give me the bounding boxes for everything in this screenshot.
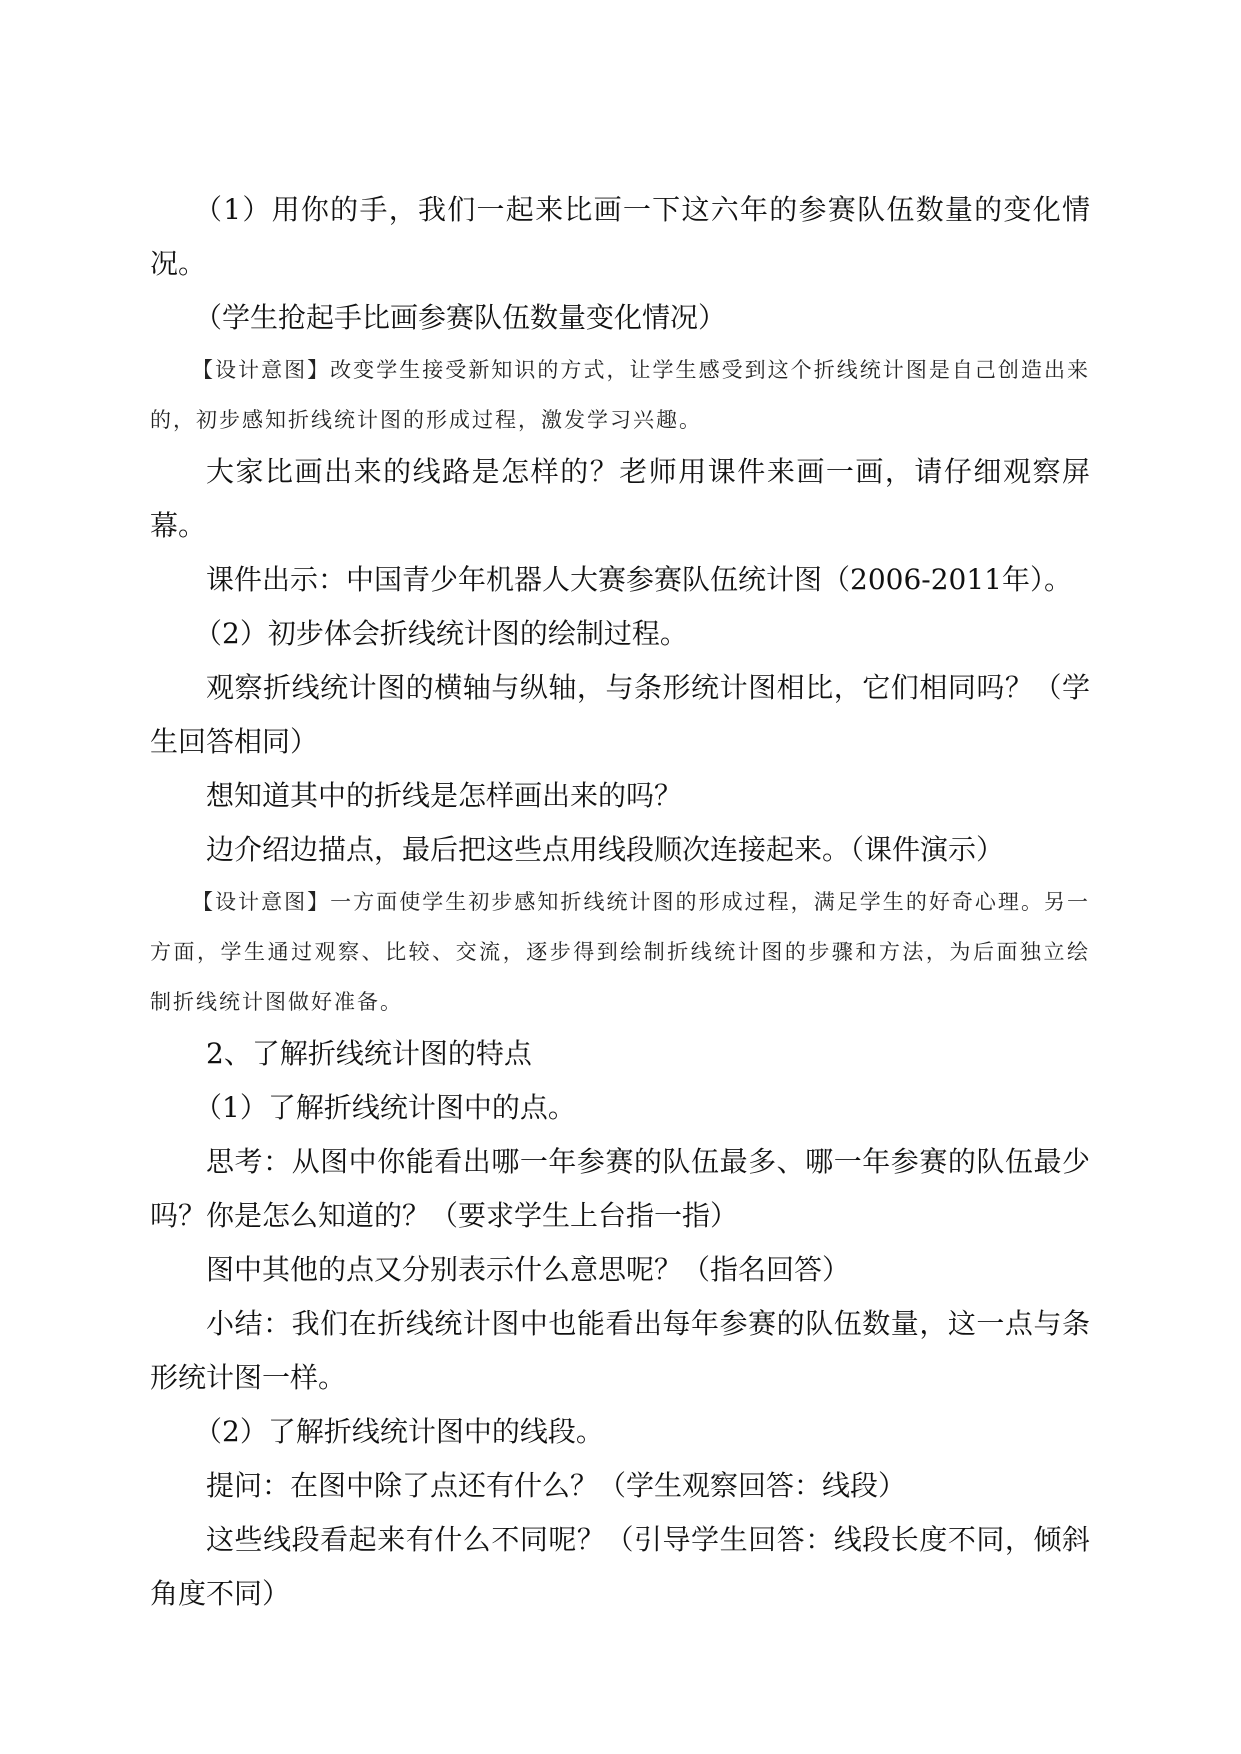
paragraph-courseware-display: 课件出示：中国青少年机器人大赛参赛队伍统计图（2006-2011年）。 [206, 563, 1072, 596]
paragraph-how-drawn: 想知道其中的折线是怎样画出来的吗？ [206, 779, 683, 812]
paragraph-ask-segments: 提问：在图中除了点还有什么？（学生观察回答：线段） [206, 1469, 907, 1502]
section-heading-features: 2、了解折线统计图的特点 [206, 1037, 532, 1070]
design-intent-note-2: 【设计意图】一方面使学生初步感知折线统计图的形成过程，满足学生的好奇心理。另一方面，学生通过观察、比较、交流，逐步得到绘制折线统计图的步骤和方法，为后面独立绘制折线统计图做好准备。 [150, 890, 1090, 1014]
paragraph-student-gesture: （学生抢起手比画参赛队伍数量变化情况） [194, 301, 727, 334]
paragraph-plot-points: 边介绍边描点，最后把这些点用线段顺次连接起来。（课件演示） [206, 833, 1005, 866]
paragraph-summary: 小结：我们在折线统计图中也能看出每年参赛的队伍数量，这一点与条形统计图一样。 [150, 1307, 1090, 1394]
paragraph-think-question: 思考：从图中你能看出哪一年参赛的队伍最多、哪一年参赛的队伍最少吗？你是怎么知道的？（要求学生上台指一指） [150, 1145, 1090, 1232]
subheading-points: （1）了解折线统计图中的点。 [194, 1091, 576, 1124]
paragraph-drawing-process: （2）初步体会折线统计图的绘制过程。 [194, 617, 688, 650]
paragraph-axes-comparison: 观察折线统计图的横轴与纵轴，与条形统计图相比，它们相同吗？（学生回答相同） [150, 671, 1090, 758]
paragraph-teacher-question: 大家比画出来的线路是怎样的？老师用课件来画一画，请仔细观察屏幕。 [150, 455, 1090, 542]
subheading-segments: （2）了解折线统计图中的线段。 [194, 1415, 604, 1448]
design-intent-note-1: 【设计意图】改变学生接受新知识的方式，让学生感受到这个折线统计图是自己创造出来的，初步感知折线统计图的形成过程，激发学习兴趣。 [150, 358, 1090, 432]
paragraph-gesture-instruction: （1）用你的手，我们一起来比画一下这六年的参赛队伍数量的变化情况。 [150, 193, 1090, 280]
paragraph-other-points: 图中其他的点又分别表示什么意思呢？（指名回答） [206, 1253, 851, 1286]
paragraph-segment-differences: 这些线段看起来有什么不同呢？（引导学生回答：线段长度不同，倾斜角度不同） [150, 1523, 1090, 1610]
document-body [150, 183, 1090, 1621]
